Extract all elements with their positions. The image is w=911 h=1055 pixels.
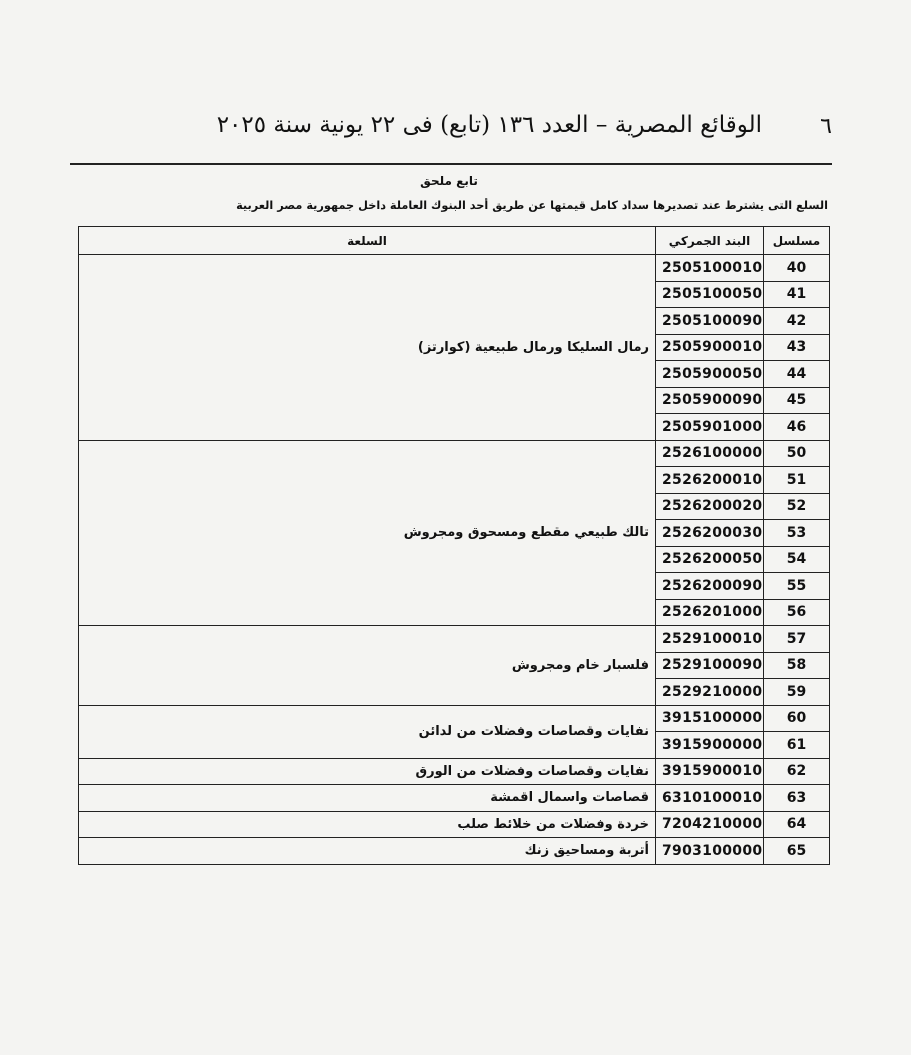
page-number: ٦ xyxy=(820,114,832,139)
serial-cell: 56 xyxy=(764,599,830,626)
tariff-code-cell: 2526200050 xyxy=(656,546,764,573)
code-header: البند الجمركي xyxy=(656,227,764,255)
serial-cell: 59 xyxy=(764,679,830,706)
tariff-code-cell: 3915900000 xyxy=(656,732,764,759)
serial-cell: 43 xyxy=(764,334,830,361)
serial-cell: 57 xyxy=(764,626,830,653)
tariff-code-cell: 2526200090 xyxy=(656,573,764,600)
gazette-line: الوقائع المصرية – العدد ١٣٦ (تابع) فى ٢٢ يونية سنة ٢٠٢٥ xyxy=(216,112,762,138)
serial-cell: 65 xyxy=(764,838,830,865)
tariff-code-cell: 2505100050 xyxy=(656,281,764,308)
serial-cell: 64 xyxy=(764,811,830,838)
tariff-code-cell: 2526200020 xyxy=(656,493,764,520)
table-header-row xyxy=(79,227,830,255)
commodity-cell: تالك طبيعي مقطع ومسحوق ومجروش xyxy=(79,440,656,626)
tariff-code-cell: 2529100090 xyxy=(656,652,764,679)
serial-cell: 42 xyxy=(764,308,830,335)
tariff-code-cell: 3915100000 xyxy=(656,705,764,732)
tariff-code-cell: 2526200030 xyxy=(656,520,764,547)
serial-cell: 62 xyxy=(764,758,830,785)
table-row xyxy=(79,785,830,812)
serial-cell: 55 xyxy=(764,573,830,600)
serial-cell: 60 xyxy=(764,705,830,732)
annex-title: تابع ملحق xyxy=(420,174,478,188)
commodity-cell: خردة وفضلات من خلائط صلب xyxy=(79,811,656,838)
serial-cell: 61 xyxy=(764,732,830,759)
serial-cell: 44 xyxy=(764,361,830,388)
commodities-table xyxy=(78,226,830,865)
commodity-header: السلعة xyxy=(79,227,656,255)
header-rule xyxy=(70,163,832,165)
tariff-code-cell: 2505900010 xyxy=(656,334,764,361)
serial-cell: 45 xyxy=(764,387,830,414)
commodity-cell: رمال السليكا ورمال طبيعية (كوارتز) xyxy=(79,255,656,441)
commodity-cell: قصاصات واسمال اقمشة xyxy=(79,785,656,812)
tariff-code-cell: 2526200010 xyxy=(656,467,764,494)
serial-cell: 54 xyxy=(764,546,830,573)
serial-cell: 40 xyxy=(764,255,830,282)
tariff-code-cell: 2526201000 xyxy=(656,599,764,626)
tariff-code-cell: 7204210000 xyxy=(656,811,764,838)
commodity-cell: نفايات وقصاصات وفضلات من لدائن xyxy=(79,705,656,758)
serial-header: مسلسل xyxy=(764,227,830,255)
table-row xyxy=(79,838,830,865)
serial-cell: 52 xyxy=(764,493,830,520)
tariff-code-cell: 2505900050 xyxy=(656,361,764,388)
table-row xyxy=(79,440,830,467)
page-header xyxy=(70,110,832,150)
tariff-code-cell: 2505100090 xyxy=(656,308,764,335)
tariff-code-cell: 6310100010 xyxy=(656,785,764,812)
commodity-cell: أتربة ومساحيق زنك xyxy=(79,838,656,865)
serial-cell: 63 xyxy=(764,785,830,812)
tariff-code-cell: 2526100000 xyxy=(656,440,764,467)
tariff-code-cell: 7903100000 xyxy=(656,838,764,865)
table-row xyxy=(79,705,830,732)
tariff-code-cell: 3915900010 xyxy=(656,758,764,785)
commodity-cell: نفايات وقصاصات وفضلات من الورق xyxy=(79,758,656,785)
serial-cell: 58 xyxy=(764,652,830,679)
serial-cell: 50 xyxy=(764,440,830,467)
table-row xyxy=(79,811,830,838)
table-subtitle: السلع التى يشترط عند تصديرها سداد كامل قيمتها عن طريق أحد البنوك العاملة داخل جمهورية مصر العربية xyxy=(236,199,828,212)
tariff-code-cell: 2505901000 xyxy=(656,414,764,441)
table-row xyxy=(79,758,830,785)
tariff-code-cell: 2529100010 xyxy=(656,626,764,653)
serial-cell: 51 xyxy=(764,467,830,494)
table-body xyxy=(79,255,830,865)
serial-cell: 53 xyxy=(764,520,830,547)
serial-cell: 46 xyxy=(764,414,830,441)
tariff-code-cell: 2529210000 xyxy=(656,679,764,706)
tariff-code-cell: 2505900090 xyxy=(656,387,764,414)
tariff-code-cell: 2505100010 xyxy=(656,255,764,282)
serial-cell: 41 xyxy=(764,281,830,308)
table-row xyxy=(79,255,830,282)
commodity-cell: فلسبار خام ومجروش xyxy=(79,626,656,706)
table-row xyxy=(79,626,830,653)
